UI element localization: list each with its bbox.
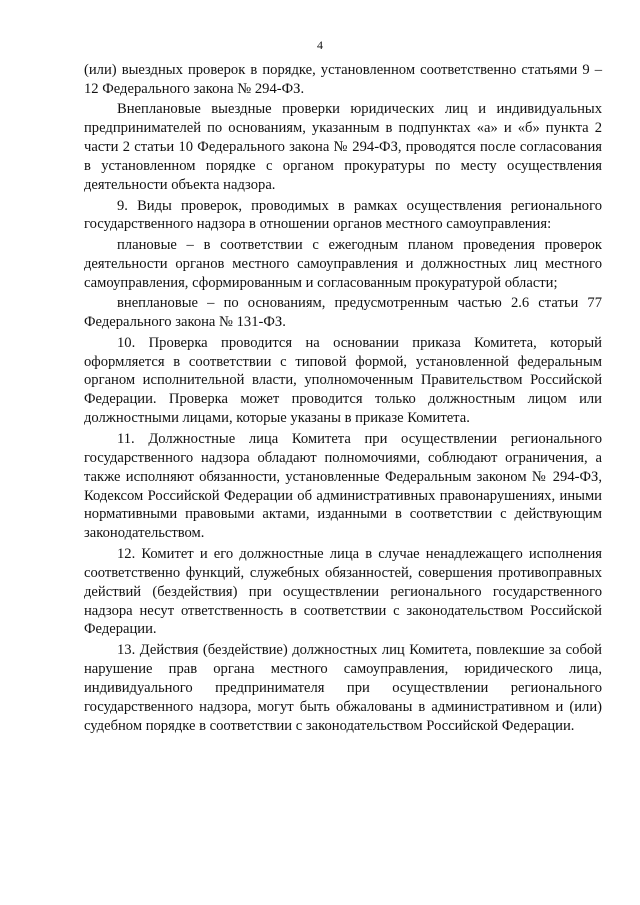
- paragraph-continuation: (или) выездных проверок в порядке, установленном соответственно статьями 9 – 12 Федерального закона № 294-ФЗ.: [84, 62, 602, 97]
- paragraph-planned: плановые – в соответствии с ежегодным планом проведения проверок деятельности органов местного самоуправления и должностных лиц местного самоуправления, сформированным и согласованным прокуратурой области;: [84, 236, 602, 291]
- paragraph-13: 13. Действия (бездействие) должностных лиц Комитета, повлекшие за собой нарушение прав органа местного самоуправления, юридического лица, индивидуального предпринимателя при осуществлении регионального государственного надзора, могут быть обжалованы в административном и (или) судебном порядке в соответствии с законодательством Российской Федерации.: [84, 641, 602, 734]
- paragraph-12: 12. Комитет и его должностные лица в случае ненадлежащего исполнения соответственно функций, служебных обязанностей, совершения противоправных действий (бездействия) при осуществлении регионального государственного надзора несут ответственность в соответствии с законодательством Российской Федерации.: [84, 545, 602, 638]
- paragraph-unplanned: внеплановые – по основаниям, предусмотренным частью 2.6 статьи 77 Федерального закона № 131-ФЗ.: [84, 295, 602, 331]
- page-number: 4: [317, 38, 323, 52]
- paragraph-unscheduled-inspections: Внеплановые выездные проверки юридических лиц и индивидуальных предпринимателей по основаниям, указанным в подпунктах «а» и «б» пункта 2 части 2 статьи 10 Федерального закона № 294-ФЗ, проводятся после согласования в установленном порядке с органом прокуратуры по месту осуществления деятельности объекта надзора.: [84, 101, 602, 194]
- paragraph-11: 11. Должностные лица Комитета при осуществлении регионального государственного надзора обладают полномочиями, соблюдают ограничения, а также исполняют обязанности, установленные Федеральным законом № 294-ФЗ, Кодексом Российской Федерации об административных правонарушениях, иными нормативными правовыми актами, изданными в соответствии с действующим законодательством.: [84, 430, 602, 542]
- paragraph-9-inspection-types: 9. Виды проверок, проводимых в рамках осуществления регионального государственного надзора в отношении органов местного самоуправления:: [84, 197, 602, 233]
- paragraph-10: 10. Проверка проводится на основании приказа Комитета, который оформляется в соответствии с типовой формой, установленной федеральным органом исполнительной власти, уполномоченным Правительством Российской Федерации. Проверка может проводится только должностным лицом или должностными лицами, которые указаны в приказе Комитета.: [84, 334, 602, 427]
- document-body: [84, 61, 602, 735]
